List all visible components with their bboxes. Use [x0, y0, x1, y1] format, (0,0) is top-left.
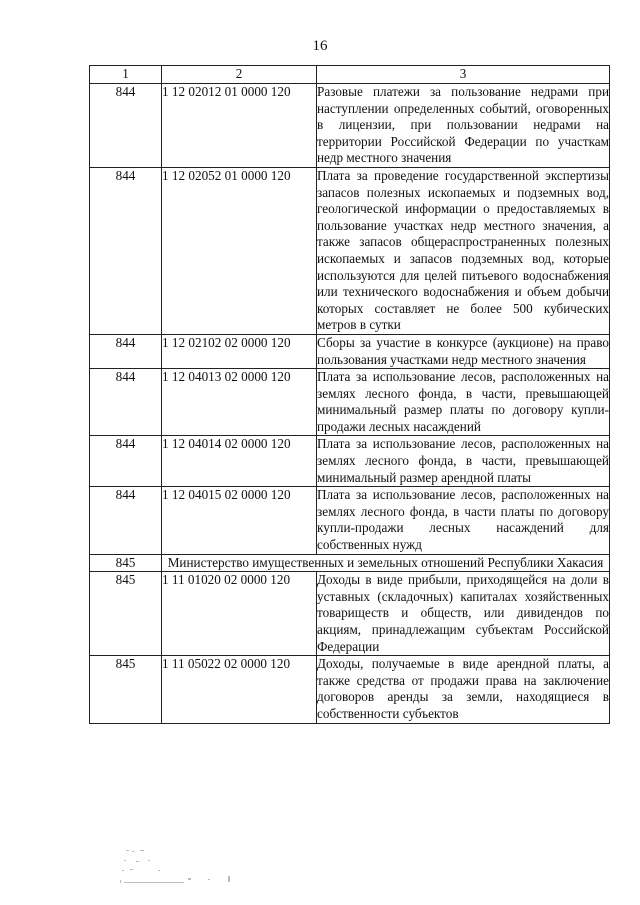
admin-code-cell: 844: [90, 369, 162, 436]
table-row: [90, 369, 610, 436]
table-row: [90, 84, 610, 168]
column-header: 1: [90, 66, 162, 84]
admin-code-cell: 845: [90, 572, 162, 656]
ministry-heading: Министерство имущественных и земельных отношений Республики Хакасия: [162, 554, 610, 572]
revenue-code-cell: 1 11 05022 02 0000 120: [162, 656, 317, 723]
table-row: [90, 167, 610, 334]
description-cell: Плата за использование лесов, расположенных на землях лесного фонда, в части платы по договору купли-продажи лесных насаждений для собственных нужд: [317, 487, 610, 554]
admin-code-cell: 845: [90, 554, 162, 572]
description-cell: Плата за использование лесов, расположенных на землях лесного фонда, в части, превышающей минимальный размер платы по договору купли-продажи лесных насаждений: [317, 369, 610, 436]
table-row: [90, 487, 610, 554]
revenue-code-cell: 1 12 04014 02 0000 120: [162, 436, 317, 487]
description-cell: Доходы, получаемые в виде арендной платы, а также средства от продажи права на заключение договоров аренды за земли, находящиеся в собственности субъектов: [317, 656, 610, 723]
admin-code-cell: 845: [90, 656, 162, 723]
revenue-code-cell: 1 12 04015 02 0000 120: [162, 487, 317, 554]
table-header-row: [90, 66, 610, 84]
admin-code-cell: 844: [90, 167, 162, 334]
column-header: 2: [162, 66, 317, 84]
revenue-codes-table: [89, 65, 610, 724]
ministry-heading-row: [90, 554, 610, 572]
revenue-code-cell: 1 11 01020 02 0000 120: [162, 572, 317, 656]
table-row: [90, 334, 610, 368]
table-row: [90, 656, 610, 723]
admin-code-cell: 844: [90, 84, 162, 168]
description-cell: Плата за использование лесов, расположенных на землях лесного фонда, в части, превышающей минимальный размер арендной платы: [317, 436, 610, 487]
table-row: [90, 572, 610, 656]
admin-code-cell: 844: [90, 436, 162, 487]
description-cell: Разовые платежи за пользование недрами при наступлении определенных событий, оговоренных в лицензии, при пользовании недрами на территории Российской Федерации по участкам недр местного значения: [317, 84, 610, 168]
description-cell: Сборы за участие в конкурсе (аукционе) на право пользования участками недр местного значения: [317, 334, 610, 368]
admin-code-cell: 844: [90, 487, 162, 554]
page-number: 16: [312, 38, 328, 54]
revenue-code-cell: 1 12 02102 02 0000 120: [162, 334, 317, 368]
revenue-code-cell: 1 12 02012 01 0000 120: [162, 84, 317, 168]
admin-code-cell: 844: [90, 334, 162, 368]
table-row: [90, 436, 610, 487]
scan-artifact: [118, 848, 236, 890]
revenue-code-cell: 1 12 02052 01 0000 120: [162, 167, 317, 334]
column-header: 3: [317, 66, 610, 84]
revenue-code-cell: 1 12 04013 02 0000 120: [162, 369, 317, 436]
description-cell: Доходы в виде прибыли, приходящейся на доли в уставных (складочных) капиталах хозяйственных товариществ и обществ, или дивидендов по акциям, принадлежащим субъектам Российской Федерации: [317, 572, 610, 656]
description-cell: Плата за проведение государственной экспертизы запасов полезных ископаемых и подземных вод, геологической информации о предоставляемых в пользование участках недр местного значения, а также запасов общераспространенных полезных ископаемых и запасов подземных вод, которые используются для целей питьевого водоснабжения или технического водоснабжения и объем добычи которых составляет не более 500 кубических метров в сутки: [317, 167, 610, 334]
